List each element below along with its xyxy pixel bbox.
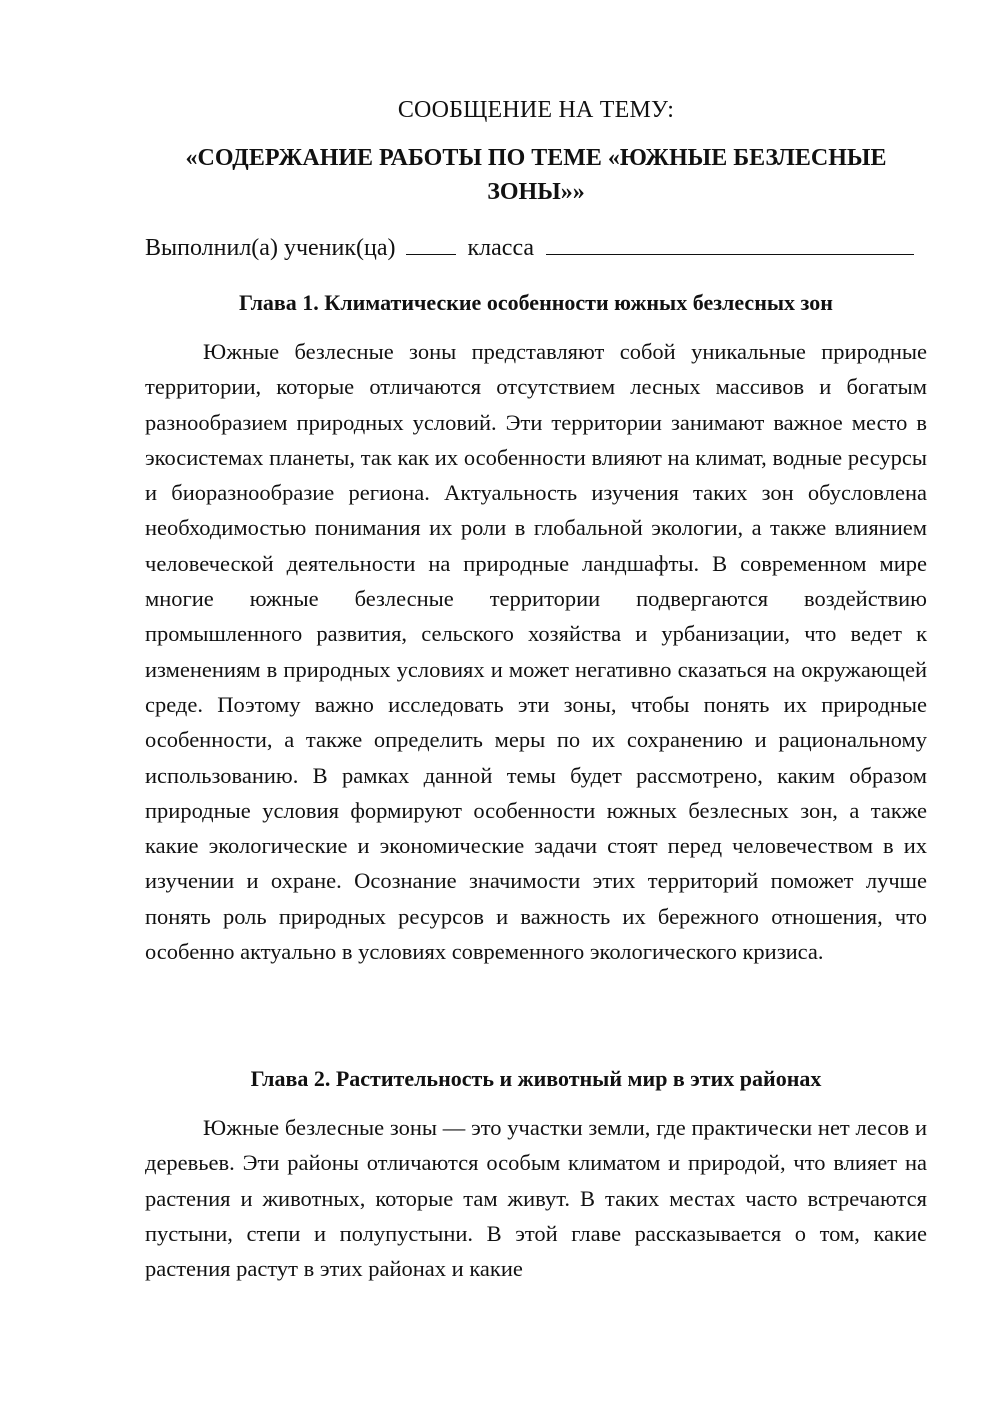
student-name-blank	[546, 232, 914, 255]
chapter-1-paragraph: Южные безлесные зоны представляют собой уникальные природные территории, которые отличаются отсутствием лесных массивов и богатым разнообразием природных условий. Эти территории занимают важное место в экосистемах планеты, так как их особенности влияют на климат, водные ресурсы и биоразнообразие региона. Актуальность изучения таких зон обусловлена необходимостью понимания их роли в глобальной экологии, а также влиянием человеческой деятельности на природные ландшафты. В современном мире многие южные безлесные территории подвергаются воздействию промышленного развития, сельского хозяйства и урбанизации, что ведет к изменениям в природных условиях и может негативно сказаться на окружающей среде. Поэтому важно исследовать эти зоны, чтобы понять их природные особенности, а также определить меры по их сохранению и рациональному использованию. В рамках данной темы будет рассмотрено, каким образом природные условия формируют особенности южных безлесных зон, а также какие экологические и экономические задачи стоят перед человечеством в их изучении и охране. Осознание значимости этих территорий поможет лучше понять роль природных ресурсов и важность их бережного отношения, что особенно актуально в условиях современного экологического кризиса.	[145, 339, 927, 965]
document-title-line-2: «СОДЕРЖАНИЕ РАБОТЫ ПО ТЕМЕ «ЮЖНЫЕ БЕЗЛЕСНЫЕ	[185, 145, 887, 171]
document-title-line-1: СООБЩЕНИЕ НА ТЕМУ:	[397, 97, 675, 123]
chapter-2-heading: Глава 2. Растительность и животный мир в этих районах	[250, 1066, 822, 1091]
author-byline	[145, 232, 935, 264]
document-title-line-3: ЗОНЫ»»	[487, 179, 585, 205]
class-number-blank	[406, 232, 456, 255]
chapter-1-heading: Глава 1. Климатические особенности южных безлесных зон	[239, 290, 833, 315]
byline-class-label: класса	[467, 235, 535, 261]
chapter-2-paragraph: Южные безлесные зоны — это участки земли, где практически нет лесов и деревьев. Эти районы отличаются особым климатом и природой, что влияет на растения и животных, которые там живут. В таких местах часто встречаются пустыни, степи и полупустыни. В этой главе рассказывается о том, какие растения растут в этих районах и какие	[145, 1115, 927, 1282]
byline-prefix: Выполнил(а) ученик(ца)	[145, 235, 396, 261]
